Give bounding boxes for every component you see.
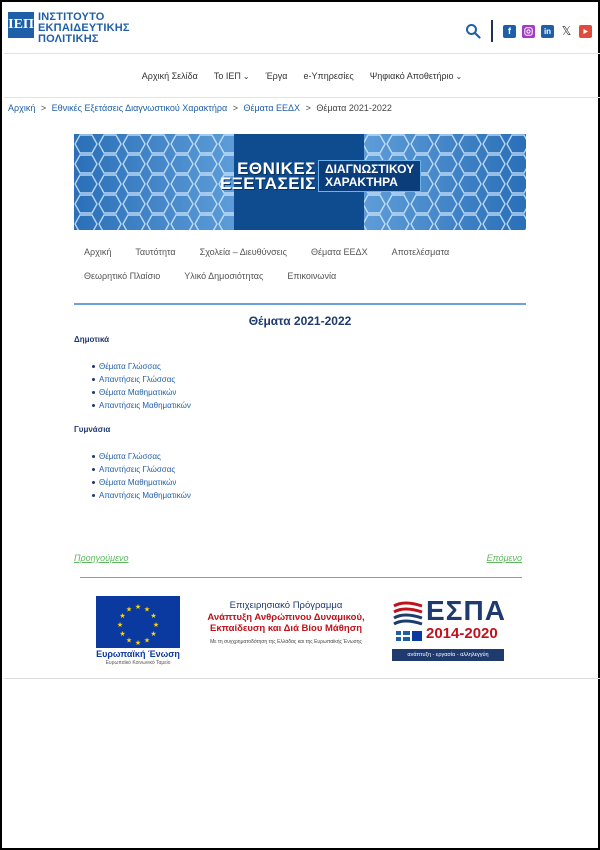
banner-title bbox=[220, 160, 421, 192]
op-line-2: Ανάπτυξη Ανθρώπινου Δυναμικού, bbox=[207, 612, 365, 623]
eu-label: Ευρωπαϊκή Ένωση bbox=[96, 649, 180, 659]
banner-line-2: ΕΞΕΤΑΣΕΙΣ bbox=[220, 174, 316, 193]
nav-home[interactable]: Αρχική Σελίδα bbox=[141, 70, 198, 81]
search-icon[interactable] bbox=[465, 23, 481, 39]
breadcrumb-topics[interactable]: Θέματα ΕΕΔΧ bbox=[243, 103, 301, 113]
subnav-topics[interactable]: Θέματα ΕΕΔΧ bbox=[311, 247, 368, 257]
svg-text:★: ★ bbox=[143, 605, 151, 614]
banner-title-left bbox=[220, 161, 316, 191]
main-navigation bbox=[4, 54, 600, 98]
page-title: Θέματα 2021-2022 bbox=[248, 314, 352, 328]
svg-text:★: ★ bbox=[119, 630, 126, 638]
subnav-row bbox=[74, 240, 526, 264]
eu-fund-label: Ευρωπαϊκό Κοινωνικό Ταμείο bbox=[105, 660, 171, 666]
espa-funding-banner bbox=[96, 596, 506, 668]
list-item[interactable]: Απαντήσεις Γλώσσας bbox=[92, 463, 191, 476]
svg-text:★: ★ bbox=[125, 636, 133, 645]
subnav-home[interactable]: Αρχική bbox=[84, 247, 112, 257]
nav-repository-label: Ψηφιακό Αποθετήριο bbox=[369, 70, 454, 81]
subnav-results[interactable]: Αποτελέσματα bbox=[391, 247, 450, 257]
list-item[interactable]: Απαντήσεις Γλώσσας bbox=[92, 373, 191, 386]
svg-text:★: ★ bbox=[125, 605, 133, 614]
instagram-icon[interactable] bbox=[522, 25, 535, 38]
chevron-down-icon: ⌄ bbox=[242, 71, 250, 81]
breadcrumb-separator: > bbox=[232, 103, 238, 113]
section-heading-secondary: Γυμνάσια bbox=[74, 425, 111, 434]
subnav-publicity[interactable]: Υλικό Δημοσιότητας bbox=[184, 271, 264, 281]
youtube-icon[interactable] bbox=[579, 25, 592, 38]
nav-e-services[interactable]: e-Υπηρεσίες bbox=[303, 70, 354, 81]
subnav-schools[interactable]: Σχολεία – Διευθύνσεις bbox=[199, 247, 288, 257]
subnav-row bbox=[74, 264, 526, 288]
subnav-identity[interactable]: Ταυτότητα bbox=[135, 247, 176, 257]
nav-projects[interactable]: Έργα bbox=[265, 70, 288, 81]
nav-iep-label: Το ΙΕΠ bbox=[213, 70, 241, 81]
subnav-contact[interactable]: Επικοινωνία bbox=[287, 271, 337, 281]
divider bbox=[74, 303, 526, 305]
linkedin-icon[interactable]: in bbox=[541, 25, 554, 38]
list-item[interactable]: Θέματα Μαθηματικών bbox=[92, 386, 191, 399]
nav-iep[interactable] bbox=[214, 71, 250, 81]
logo-line-3: ΠΟΛΙΤΙΚΗΣ bbox=[38, 33, 99, 45]
svg-text:★: ★ bbox=[116, 621, 124, 629]
espa-logo bbox=[392, 596, 504, 664]
svg-text:★: ★ bbox=[119, 612, 126, 620]
breadcrumb bbox=[8, 103, 392, 113]
divider bbox=[80, 577, 522, 578]
primary-links-list bbox=[92, 360, 191, 412]
list-item[interactable]: Θέματα Γλώσσας bbox=[92, 360, 191, 373]
list-item[interactable]: Απαντήσεις Μαθηματικών bbox=[92, 489, 191, 502]
espa-tagline: ανάπτυξη - εργασία - αλληλεγγύη bbox=[392, 649, 504, 661]
header-actions bbox=[465, 20, 592, 42]
espa-waves-icon bbox=[392, 598, 424, 648]
list-item[interactable]: Θέματα Μαθηματικών bbox=[92, 476, 191, 489]
svg-text:★: ★ bbox=[152, 621, 160, 629]
op-line-1: Επιχειρησιακό Πρόγραμμα bbox=[229, 600, 343, 611]
logo-text bbox=[38, 12, 130, 45]
svg-text:★: ★ bbox=[134, 603, 142, 611]
breadcrumb-separator: > bbox=[40, 103, 47, 113]
eu-flag-icon bbox=[96, 596, 180, 648]
facebook-icon[interactable]: f bbox=[503, 25, 516, 38]
exams-banner bbox=[74, 134, 526, 230]
nav-repository[interactable] bbox=[370, 71, 462, 81]
operational-programme bbox=[186, 600, 386, 645]
breadcrumb-home[interactable]: Αρχική bbox=[8, 103, 36, 113]
svg-text:★: ★ bbox=[143, 636, 151, 645]
logo-mark: ΙΕΠ bbox=[8, 12, 34, 38]
next-link[interactable]: Επόμενο bbox=[486, 553, 522, 563]
list-item[interactable]: Απαντήσεις Μαθηματικών bbox=[92, 399, 191, 412]
banner-line-4: ΧΑΡΑΚΤΗΡΑ bbox=[324, 175, 398, 189]
section-heading-primary: Δημοτικά bbox=[74, 335, 110, 344]
site-header bbox=[4, 4, 600, 54]
logo-line-2: ΕΚΠΑΙΔΕΥΤΙΚΗΣ bbox=[38, 22, 130, 34]
breadcrumb-separator: > bbox=[305, 103, 311, 113]
x-icon[interactable]: 𝕏 bbox=[561, 24, 572, 38]
list-item[interactable]: Θέματα Γλώσσας bbox=[92, 450, 191, 463]
op-line-4: Με τη συγχρηματοδότηση της Ελλάδας και της Ευρωπαϊκής Ένωσης bbox=[210, 639, 362, 645]
header-divider bbox=[491, 20, 493, 42]
banner-line-3: ΔΙΑΓΝΩΣΤΙΚΟΥ bbox=[324, 162, 415, 176]
svg-text:★: ★ bbox=[134, 639, 142, 647]
breadcrumb-exams[interactable]: Εθνικές Εξετάσεις Διαγνωστικού Χαρακτήρα bbox=[51, 103, 228, 113]
logo-line-1: ΙΝΣΤΙΤΟΥΤΟ bbox=[38, 11, 105, 23]
secondary-links-list bbox=[92, 450, 191, 502]
site-logo[interactable] bbox=[8, 12, 130, 45]
subnav-framework[interactable]: Θεωρητικό Πλαίσιο bbox=[84, 271, 161, 281]
footer-divider bbox=[4, 678, 600, 679]
espa-wordmark: ΕΣΠΑ bbox=[426, 595, 506, 626]
breadcrumb-current: Θέματα 2021-2022 bbox=[316, 103, 392, 113]
op-line-3: Εκπαίδευση και Διά Βίου Μάθηση bbox=[209, 623, 363, 634]
previous-link[interactable]: Προηγούμενο bbox=[74, 553, 129, 563]
chevron-down-icon: ⌄ bbox=[455, 71, 463, 81]
banner-title-right bbox=[318, 160, 421, 192]
banner-line-1: ΕΘΝΙΚΕΣ bbox=[237, 159, 316, 178]
svg-text:★: ★ bbox=[150, 612, 157, 620]
espa-years: 2014-2020 bbox=[426, 625, 498, 642]
svg-text:★: ★ bbox=[150, 630, 157, 638]
exams-subnav bbox=[74, 240, 526, 288]
